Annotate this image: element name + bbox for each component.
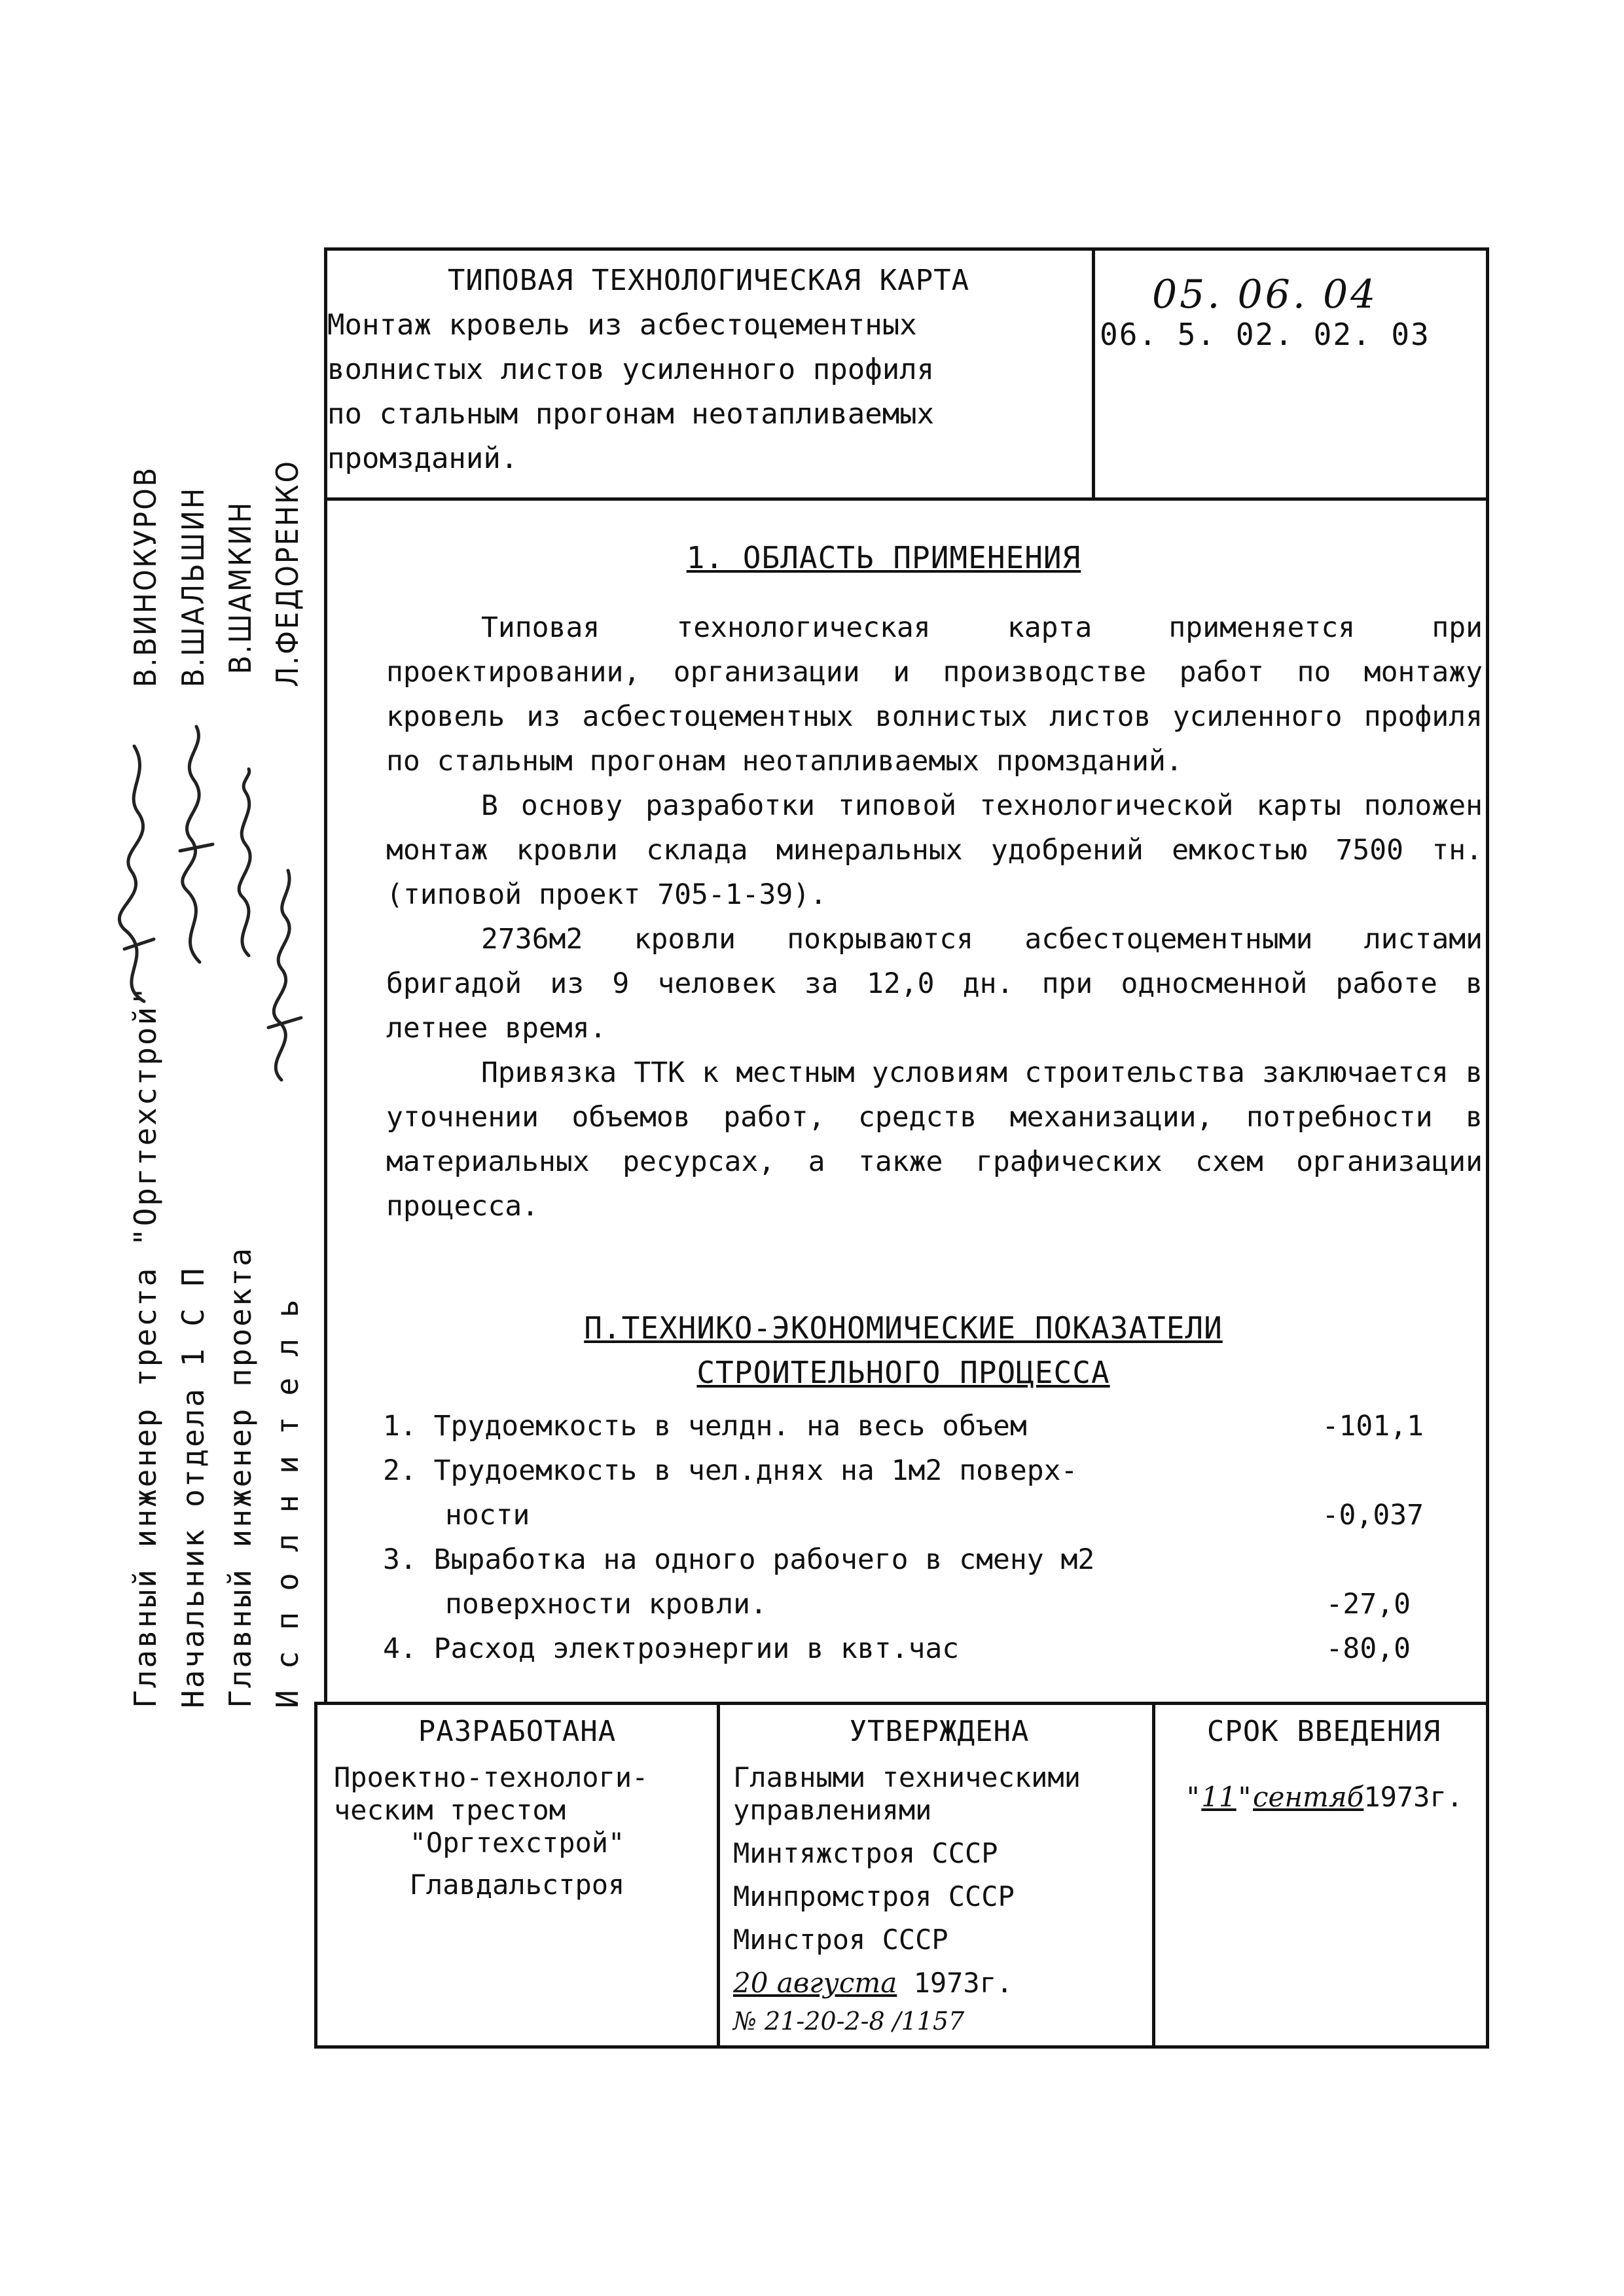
indicator-label: 4. Расход электроэнергии в квт.час	[383, 1632, 960, 1665]
approved-heading: УТВЕРЖДЕНА	[849, 1715, 1030, 1748]
indicator-value: -27,0	[1326, 1588, 1411, 1621]
footer-bottom-line	[314, 2045, 1489, 2049]
handwritten-code: 05. 06. 04	[1152, 272, 1379, 317]
indicator-value: -101,1	[1322, 1410, 1424, 1443]
paragraph: В основу разработки типовой технологической карты положен монтаж кровли склада минеральных удобрений емкостью 7500 тн. (типовой проект 705-1-39).	[386, 789, 1483, 911]
developer-line: Проектно-технологи-	[334, 1761, 649, 1793]
approver-line: Минстроя СССР	[733, 1924, 948, 1956]
section-1-heading: 1. ОБЛАСТЬ ПРИМЕНЕНИЯ	[686, 540, 1081, 575]
document-title-line: Монтаж кровель из асбестоцементных	[327, 308, 917, 342]
indicator-label-cont: поверхности кровли.	[445, 1588, 767, 1621]
role-department-head: Начальник отдела 1 С П	[175, 1266, 211, 1708]
name-shamkin: В.ШАМКИН	[223, 500, 258, 674]
footer-divider-1	[717, 1702, 720, 2047]
section-2-heading-line: П.ТЕХНИКО-ЭКОНОМИЧЕСКИЕ ПОКАЗАТЕЛИ	[584, 1310, 1223, 1346]
effective-heading: СРОК ВВЕДЕНИЯ	[1206, 1715, 1441, 1748]
approver-line: Главными техническими управлениями	[733, 1761, 1081, 1826]
name-fedorenko: Л.ФЕДОРЕНКО	[270, 459, 305, 687]
developer-line: ческим трестом	[334, 1794, 566, 1826]
document-type-title: ТИПОВАЯ ТЕХНОЛОГИЧЕСКАЯ КАРТА	[447, 264, 970, 297]
indicator-row	[383, 1448, 1450, 1537]
header-divider	[1092, 247, 1095, 499]
indicator-row	[383, 1626, 1450, 1671]
developed-by-cell	[321, 1715, 713, 1901]
approval-date	[733, 1967, 1146, 2000]
signature-chief-engineer	[98, 733, 170, 1008]
role-project-engineer: Главный инженер проекта	[223, 1246, 258, 1708]
approval-date-handwritten: 20 августа	[733, 1967, 897, 1999]
approval-year: 1973г.	[913, 1967, 1013, 1999]
indicator-value: -80,0	[1326, 1632, 1411, 1665]
section-1-body	[386, 605, 1483, 1229]
footer-top-line	[314, 1702, 1489, 1705]
approved-by-cell	[733, 1715, 1146, 2037]
footer-divider-2	[1152, 1702, 1155, 2047]
section-2-heading	[511, 1306, 1296, 1395]
paragraph: 2736м2 кровли покрываются асбестоцементными листами бригадой из 9 человек за 12,0 дн. при односменной работе в летнее время.	[386, 923, 1483, 1045]
indicator-label: 1. Трудоемкость в челдн. на весь объем	[383, 1410, 1027, 1443]
frame-right-line	[1486, 247, 1489, 2047]
effective-day: 11	[1201, 1781, 1236, 1813]
document-title-line: волнистых листов усиленного профиля	[327, 353, 935, 386]
approver-line: Минпромстроя СССР	[733, 1880, 1015, 1912]
indicator-label: 2. Трудоемкость в чел.днях на 1м2 поверх-	[383, 1454, 1078, 1487]
indicator-row	[383, 1404, 1450, 1448]
developer-line: "Оргтехстрой"	[409, 1827, 625, 1859]
document-title-block	[327, 259, 1090, 481]
signature-executor	[255, 864, 314, 1086]
indicator-label: 3. Выработка на одного рабочего в смену м2	[383, 1543, 1095, 1576]
document-title-line: промзданий.	[327, 442, 518, 475]
document-code-block	[1100, 272, 1479, 352]
effective-month: сентяб	[1253, 1781, 1364, 1813]
indicator-row	[383, 1537, 1450, 1626]
developed-heading: РАЗРАБОТАНА	[418, 1715, 617, 1748]
effective-date-cell	[1162, 1715, 1486, 1814]
approval-number: № 21-20-2-8 /1157	[733, 2007, 965, 2036]
paragraph: Привязка ТТК к местным условиям строительства заключается в уточнении объемов работ, средств механизации, потребности в материальных ресурсах, а также графических схем организации процесса.	[386, 1056, 1483, 1223]
footer-left-line	[314, 1702, 317, 2047]
name-shalshin: В.ШАЛЬШИН	[175, 486, 211, 687]
effective-year: 1973г.	[1363, 1781, 1464, 1813]
paragraph: Типовая технологическая карта применяется при проектировании, организации и производстве работ по монтажу кровель из асбестоцементных волнистых листов усиленного профиля по стальным прогонам неотапливаемых промзданий.	[386, 611, 1483, 778]
section-2-heading-line: СТРОИТЕЛЬНОГО ПРОЦЕССА	[696, 1355, 1110, 1390]
developer-line: Главдальстроя	[409, 1869, 625, 1901]
indicator-value: -0,037	[1322, 1499, 1424, 1532]
typed-code: 06. 5. 02. 02. 03	[1100, 317, 1430, 352]
frame-top-line	[324, 247, 1489, 251]
role-executor: Исполнитель	[270, 1278, 305, 1708]
indicator-label-cont: ности	[445, 1499, 530, 1532]
role-chief-engineer: Главный инженер треста "Оргтехстрой"	[128, 985, 163, 1708]
header-bottom-line	[324, 497, 1489, 501]
name-vinokurov: В.ВИНОКУРОВ	[128, 465, 163, 687]
approver-line: Минтяжстроя СССР	[733, 1837, 998, 1869]
document-title-line: по стальным прогонам неотапливаемых	[327, 397, 935, 431]
effective-date: "11"сентяб1973г.	[1184, 1781, 1464, 1813]
